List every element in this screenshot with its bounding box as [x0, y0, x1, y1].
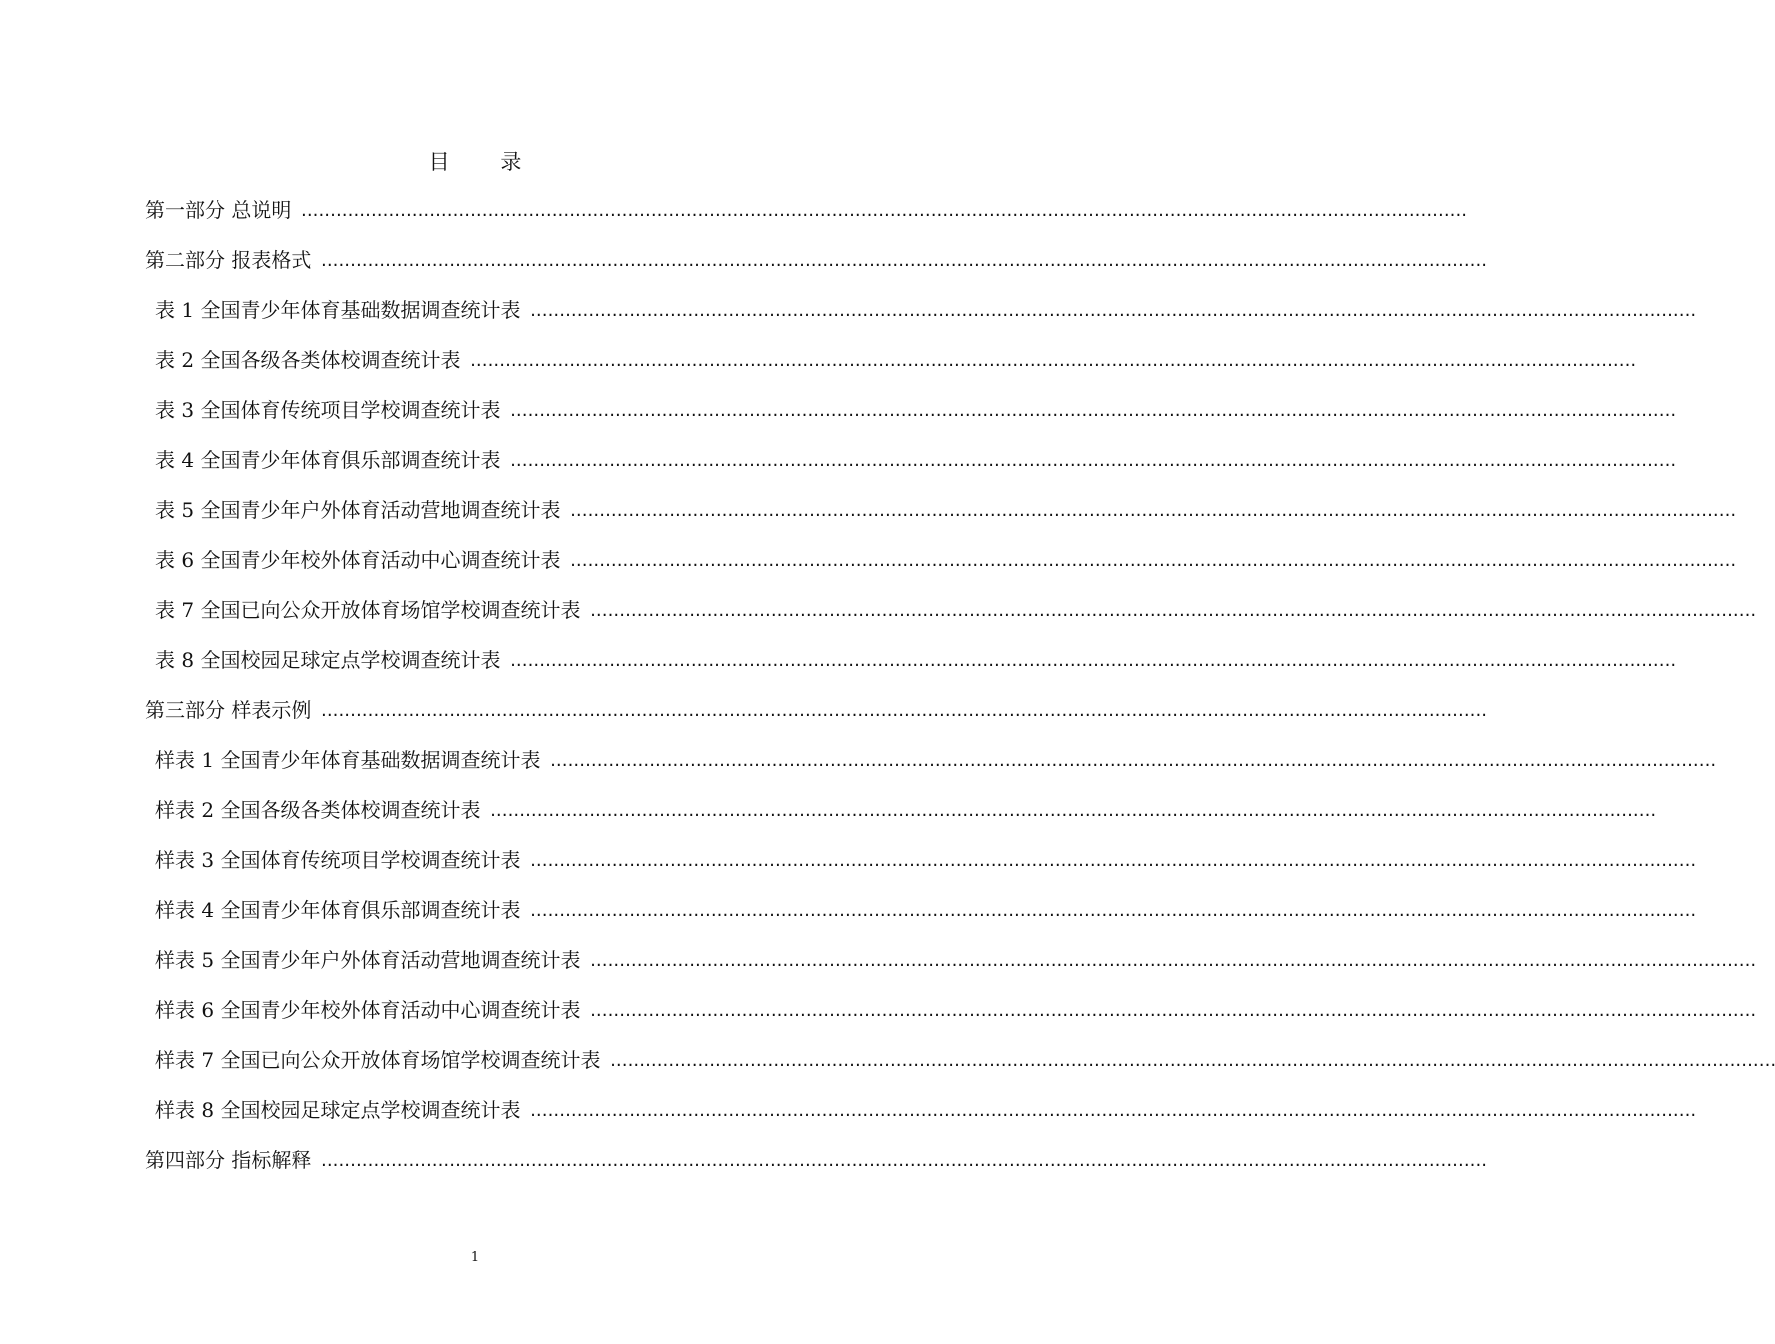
- toc-entry-label: 表 4 全国青少年体育俱乐部调查统计表: [155, 448, 501, 472]
- toc-entry-label: 表 1 全国青少年体育基础数据调查统计表: [155, 298, 521, 322]
- toc-entry-label: 表 7 全国已向公众开放体育场馆学校调查统计表: [155, 598, 581, 622]
- page-number: 1: [470, 1250, 480, 1265]
- toc-dot-leader: ........................................................................................................................................................................................................: [528, 1102, 1695, 1120]
- toc-entry[interactable]: [145, 246, 1486, 296]
- toc-entry[interactable]: [145, 846, 1695, 896]
- toc-entry[interactable]: [145, 196, 1466, 246]
- toc-dot-leader: ........................................................................................................................................................................................................: [588, 952, 1755, 970]
- toc-entry-label: 样表 8 全国校园足球定点学校调查统计表: [155, 1098, 521, 1122]
- toc-entry[interactable]: [145, 746, 1715, 796]
- toc-dot-leader: ........................................................................................................................................................................................................: [528, 852, 1695, 870]
- toc-entry[interactable]: [145, 646, 1675, 696]
- toc-entry[interactable]: [145, 1146, 1486, 1196]
- toc-entry[interactable]: [145, 996, 1755, 1046]
- toc-entry-label: 第三部分 样表示例: [145, 698, 312, 722]
- toc-entry-label: 表 3 全国体育传统项目学校调查统计表: [155, 398, 501, 422]
- toc-dot-leader: ........................................................................................................................................................................................................: [608, 1052, 1775, 1070]
- toc-entry-label: 样表 6 全国青少年校外体育活动中心调查统计表: [155, 998, 581, 1022]
- toc-dot-leader: ........................................................................................................................................................................................................: [299, 202, 1466, 220]
- toc-entry[interactable]: [145, 296, 1695, 346]
- toc-dot-leader: ........................................................................................................................................................................................................: [319, 252, 1486, 270]
- toc-dot-leader: ........................................................................................................................................................................................................: [528, 302, 1695, 320]
- toc-entry[interactable]: [145, 546, 1735, 596]
- toc-entry-label: 样表 3 全国体育传统项目学校调查统计表: [155, 848, 521, 872]
- toc-entry-label: 第一部分 总说明: [145, 198, 292, 222]
- toc-entry-label: 表 8 全国校园足球定点学校调查统计表: [155, 648, 501, 672]
- toc-entry[interactable]: [145, 396, 1675, 446]
- toc-entry-label: 第四部分 指标解释: [145, 1148, 312, 1172]
- toc-dot-leader: ........................................................................................................................................................................................................: [548, 752, 1715, 770]
- toc-title: 目 录: [428, 150, 544, 174]
- toc-entry-label: 表 6 全国青少年校外体育活动中心调查统计表: [155, 548, 561, 572]
- toc-entry[interactable]: [145, 346, 1635, 396]
- toc-entry-label: 样表 4 全国青少年体育俱乐部调查统计表: [155, 898, 521, 922]
- toc-dot-leader: ........................................................................................................................................................................................................: [568, 502, 1735, 520]
- toc-dot-leader: ........................................................................................................................................................................................................: [568, 552, 1735, 570]
- toc-entry[interactable]: [145, 1096, 1695, 1146]
- toc-entry-label: 样表 1 全国青少年体育基础数据调查统计表: [155, 748, 541, 772]
- toc-entry-label: 样表 5 全国青少年户外体育活动营地调查统计表: [155, 948, 581, 972]
- toc-dot-leader: ........................................................................................................................................................................................................: [588, 602, 1755, 620]
- toc-dot-leader: ........................................................................................................................................................................................................: [488, 802, 1655, 820]
- toc-entry-label: 表 2 全国各级各类体校调查统计表: [155, 348, 461, 372]
- toc-dot-leader: ........................................................................................................................................................................................................: [528, 902, 1695, 920]
- toc-entry[interactable]: [145, 946, 1755, 996]
- toc-entry[interactable]: [145, 696, 1486, 746]
- toc-dot-leader: ........................................................................................................................................................................................................: [508, 452, 1675, 470]
- toc-dot-leader: ........................................................................................................................................................................................................: [468, 352, 1635, 370]
- toc-dot-leader: ........................................................................................................................................................................................................: [319, 1152, 1486, 1170]
- toc-entry[interactable]: [145, 496, 1735, 546]
- toc-entry[interactable]: [145, 896, 1695, 946]
- toc-entry[interactable]: [145, 596, 1755, 646]
- toc-entry[interactable]: [145, 796, 1655, 846]
- toc-dot-leader: ........................................................................................................................................................................................................: [588, 1002, 1755, 1020]
- toc-entry-label: 表 5 全国青少年户外体育活动营地调查统计表: [155, 498, 561, 522]
- toc-dot-leader: ........................................................................................................................................................................................................: [508, 402, 1675, 420]
- toc-entry[interactable]: [145, 446, 1675, 496]
- toc-entry-label: 样表 2 全国各级各类体校调查统计表: [155, 798, 481, 822]
- toc-dot-leader: ........................................................................................................................................................................................................: [319, 702, 1486, 720]
- toc-entry-label: 第二部分 报表格式: [145, 248, 312, 272]
- toc-list: [145, 196, 1775, 1196]
- toc-entry[interactable]: [145, 1046, 1775, 1096]
- toc-entry-label: 样表 7 全国已向公众开放体育场馆学校调查统计表: [155, 1048, 601, 1072]
- toc-dot-leader: ........................................................................................................................................................................................................: [508, 652, 1675, 670]
